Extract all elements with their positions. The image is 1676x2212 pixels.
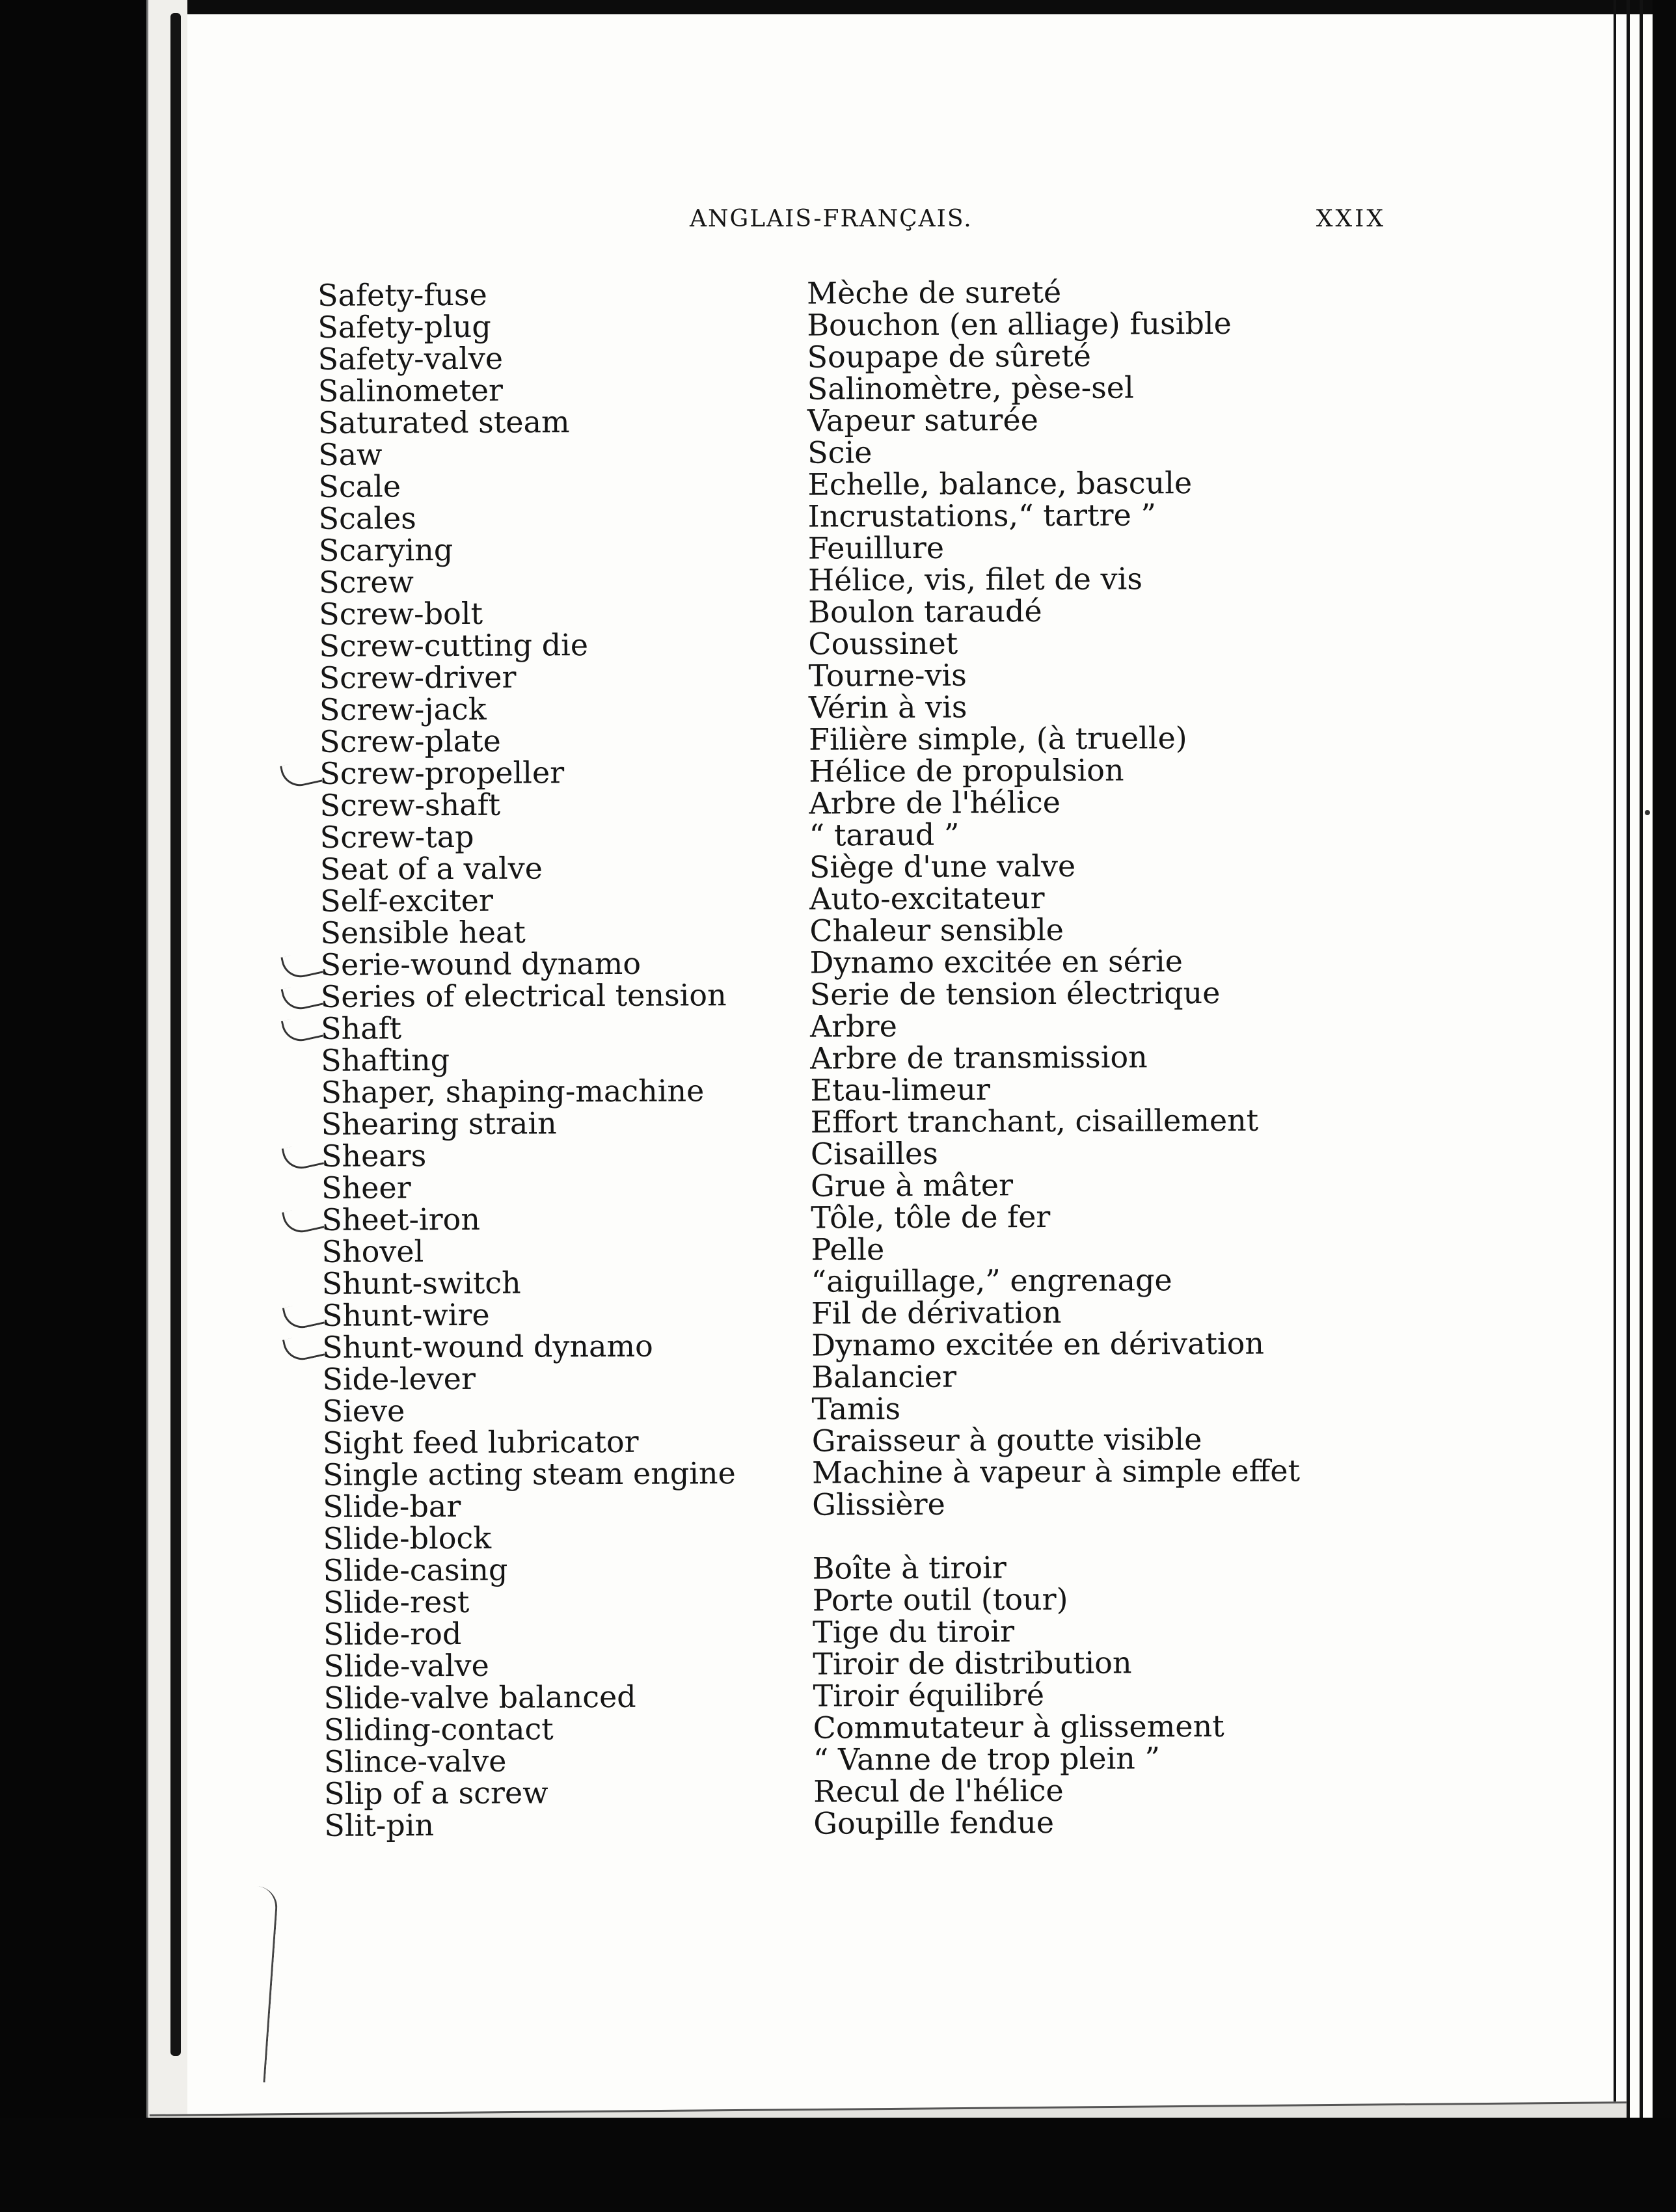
english-term: Scales — [318, 500, 416, 536]
running-head: ANGLAIS-FRANÇAIS. — [690, 206, 973, 232]
glossary-entry — [312, 1614, 1418, 1651]
french-term: Coussinet — [808, 625, 958, 662]
french-term: Etau-limeur — [810, 1072, 991, 1108]
english-term: Slide-valve — [323, 1647, 489, 1684]
french-term: Dynamo excitée en dérivation — [811, 1325, 1265, 1363]
english-term: Screw-propeller — [319, 755, 565, 791]
glossary-entry — [310, 1391, 1416, 1427]
french-term: Salinomètre, pèse-sel — [807, 370, 1134, 407]
english-term: Saturated steam — [318, 404, 570, 440]
english-term: Seat of a valve — [319, 850, 543, 887]
french-term: Grue à mâter — [810, 1167, 1014, 1204]
english-term: Slide-bar — [323, 1488, 461, 1524]
pencil-check-icon — [281, 981, 324, 1013]
french-term: Hélice de propulsion — [809, 752, 1124, 789]
french-term: Feuillure — [807, 530, 945, 566]
french-term: Mèche de sureté — [806, 274, 1062, 311]
glossary-entry — [306, 371, 1412, 407]
glossary-entry — [310, 1232, 1416, 1268]
french-term: “ Vanne de trop plein ” — [813, 1740, 1161, 1777]
english-term: Shearing strain — [321, 1105, 557, 1142]
glossary-entry — [309, 1040, 1415, 1077]
english-term: Slide-casing — [323, 1552, 508, 1588]
english-term: Screw — [318, 564, 414, 600]
english-term: Sliding-contact — [323, 1711, 554, 1747]
glossary-entry — [306, 435, 1412, 471]
ink-speck — [1645, 810, 1650, 815]
english-term: Side-lever — [322, 1360, 476, 1397]
glossary-entry — [308, 817, 1414, 854]
glossary-entry — [306, 275, 1412, 312]
french-term: Arbre — [809, 1008, 898, 1044]
english-term: Shovel — [321, 1234, 424, 1269]
english-term: Scale — [318, 468, 401, 504]
glossary-entry — [310, 1136, 1416, 1172]
pencil-mark — [244, 1886, 279, 2083]
french-term: Glissière — [812, 1486, 945, 1522]
english-term: Scarying — [318, 532, 453, 568]
french-term: Chaleur sensible — [809, 911, 1064, 949]
french-term: Bouchon (en alliage) fusible — [807, 305, 1232, 343]
french-term: Vapeur saturée — [807, 402, 1038, 438]
french-term: Commutateur à glissement — [813, 1708, 1224, 1746]
english-term: Shaper, shaping-machine — [321, 1073, 705, 1110]
french-term: Tiroir équilibré — [813, 1677, 1045, 1714]
french-term: Arbre de l'hélice — [809, 784, 1061, 821]
english-term: Single acting steam engine — [322, 1455, 736, 1492]
english-term: Shafting — [321, 1042, 450, 1078]
french-term: Porte outil (tour) — [812, 1581, 1068, 1618]
english-term: Shears — [321, 1138, 427, 1174]
pencil-check-icon — [282, 1300, 325, 1332]
french-term: Boîte à tiroir — [812, 1550, 1007, 1586]
glossary-entry — [308, 913, 1414, 949]
french-term: Vérin à vis — [808, 689, 967, 725]
french-term: Scie — [807, 435, 872, 470]
english-term: Salinometer — [318, 372, 504, 409]
french-term: Pelle — [811, 1232, 885, 1267]
glossary-entry — [310, 1104, 1416, 1140]
english-term: Serie-wound dynamo — [320, 945, 642, 982]
french-term: Auto-excitateur — [809, 880, 1045, 917]
english-term: Slide-rod — [323, 1615, 462, 1652]
french-term: Dynamo excitée en série — [809, 943, 1183, 980]
english-term: Saw — [318, 437, 383, 472]
glossary-entry — [308, 849, 1414, 885]
glossary-entry — [310, 1168, 1416, 1204]
glossary-entry — [311, 1487, 1417, 1523]
french-term: Goupille fendue — [813, 1805, 1055, 1841]
english-term: Screw-tap — [319, 818, 474, 855]
french-term: Soupape de sûreté — [807, 338, 1092, 375]
glossary-entry — [311, 1455, 1417, 1491]
french-term: Tamis — [811, 1391, 901, 1427]
glossary-entry — [312, 1550, 1418, 1587]
glossary-entry — [306, 307, 1412, 344]
french-term: Siège d'une valve — [809, 848, 1076, 885]
french-term: Fil de dérivation — [811, 1294, 1062, 1331]
glossary-entry — [308, 881, 1414, 917]
french-term: Tôle, tôle de fer — [811, 1199, 1051, 1235]
glossary-entry — [312, 1646, 1418, 1682]
french-term: Cisailles — [810, 1135, 938, 1172]
english-term: Sheet-iron — [321, 1201, 481, 1237]
glossary-entry — [308, 753, 1414, 790]
english-term: Sieve — [322, 1393, 405, 1429]
english-term: Slit-pin — [324, 1807, 435, 1843]
english-term: Series of electrical tension — [320, 977, 727, 1014]
glossary-entry — [312, 1805, 1418, 1842]
glossary-entry — [310, 1327, 1416, 1364]
english-term: Screw-plate — [319, 723, 501, 759]
glossary-entry — [310, 1263, 1416, 1300]
french-term: Tige du tiroir — [812, 1613, 1015, 1650]
french-term: Incrustations,“ tartre ” — [807, 497, 1157, 534]
english-term: Safety-fuse — [317, 276, 487, 313]
english-term: Screw-cutting die — [319, 627, 589, 664]
english-term: Slide-block — [323, 1520, 492, 1556]
english-term: Screw-bolt — [319, 595, 483, 632]
pencil-check-icon — [282, 1332, 325, 1364]
french-term: Balancier — [811, 1358, 957, 1395]
glossary-entry — [308, 945, 1414, 981]
english-term: Sheer — [321, 1170, 411, 1206]
glossary-entry — [306, 466, 1412, 503]
french-term: Machine à vapeur à simple effet — [811, 1453, 1301, 1490]
english-term: Screw-jack — [319, 691, 487, 727]
pencil-check-icon — [282, 1140, 325, 1172]
glossary-entry — [312, 1710, 1418, 1746]
english-term: Self-exciter — [320, 882, 494, 919]
french-term: Boulon taraudé — [808, 593, 1042, 630]
glossary-entry — [309, 1008, 1415, 1045]
glossary-list — [306, 275, 1418, 1842]
glossary-entry — [306, 403, 1412, 439]
glossary-entry — [310, 1359, 1416, 1396]
english-term: Slide-valve balanced — [323, 1679, 636, 1716]
page-header — [690, 206, 1392, 245]
english-term: Sight feed lubricator — [322, 1423, 639, 1461]
english-term: Slide-rest — [323, 1584, 470, 1620]
glossary-entry — [312, 1742, 1418, 1778]
english-term: Slince-valve — [323, 1743, 507, 1779]
english-term: Shunt-wire — [321, 1297, 490, 1333]
english-term: Slip of a screw — [324, 1775, 548, 1811]
english-term: Safety-plug — [318, 308, 491, 345]
french-term: Serie de tension électrique — [809, 975, 1221, 1012]
french-term: Hélice, vis, filet de vis — [807, 561, 1143, 598]
french-term: “aiguillage,” engrenage — [811, 1262, 1172, 1299]
glossary-entry — [308, 722, 1414, 758]
french-term: Effort tranchant, cisaillement — [810, 1102, 1259, 1140]
english-term: Screw-shaft — [319, 787, 501, 823]
french-term: “ taraud ” — [809, 816, 960, 853]
pencil-check-icon — [281, 1013, 324, 1045]
glossary-entry — [306, 339, 1412, 375]
french-term: Recul de l'hélice — [813, 1772, 1064, 1809]
french-term: Tiroir de distribution — [813, 1645, 1132, 1682]
english-term: Shunt-wound dynamo — [322, 1328, 653, 1365]
glossary-entry — [311, 1518, 1417, 1555]
french-term: Graisseur à goutte visible — [811, 1422, 1202, 1459]
english-term: Safety-valve — [318, 340, 504, 377]
glossary-entry — [307, 594, 1413, 630]
english-term: Screw-driver — [319, 659, 517, 695]
page-number: XXIX — [1316, 206, 1386, 232]
glossary-entry — [312, 1774, 1418, 1810]
glossary-entry — [308, 690, 1414, 726]
glossary-entry — [312, 1678, 1418, 1714]
glossary-entry — [308, 658, 1414, 694]
english-term: Shaft — [320, 1010, 402, 1046]
french-term: Tourne-vis — [808, 657, 967, 694]
french-term: Arbre de transmission — [810, 1039, 1148, 1076]
pencil-check-icon — [280, 949, 323, 981]
glossary-entry — [307, 626, 1413, 662]
glossary-entry — [312, 1582, 1418, 1619]
pencil-check-icon — [280, 758, 323, 790]
pencil-check-icon — [282, 1204, 325, 1236]
glossary-entry — [307, 530, 1413, 567]
glossary-entry — [306, 498, 1412, 535]
french-term: Echelle, balance, bascule — [807, 465, 1193, 502]
english-term: Sensible heat — [320, 914, 526, 951]
glossary-entry — [307, 562, 1413, 599]
glossary-entry — [308, 785, 1414, 822]
glossary-entry — [310, 1200, 1416, 1236]
glossary-entry — [309, 977, 1415, 1013]
french-term: Filière simple, (à truelle) — [808, 720, 1187, 757]
english-term: Shunt-switch — [321, 1265, 521, 1301]
